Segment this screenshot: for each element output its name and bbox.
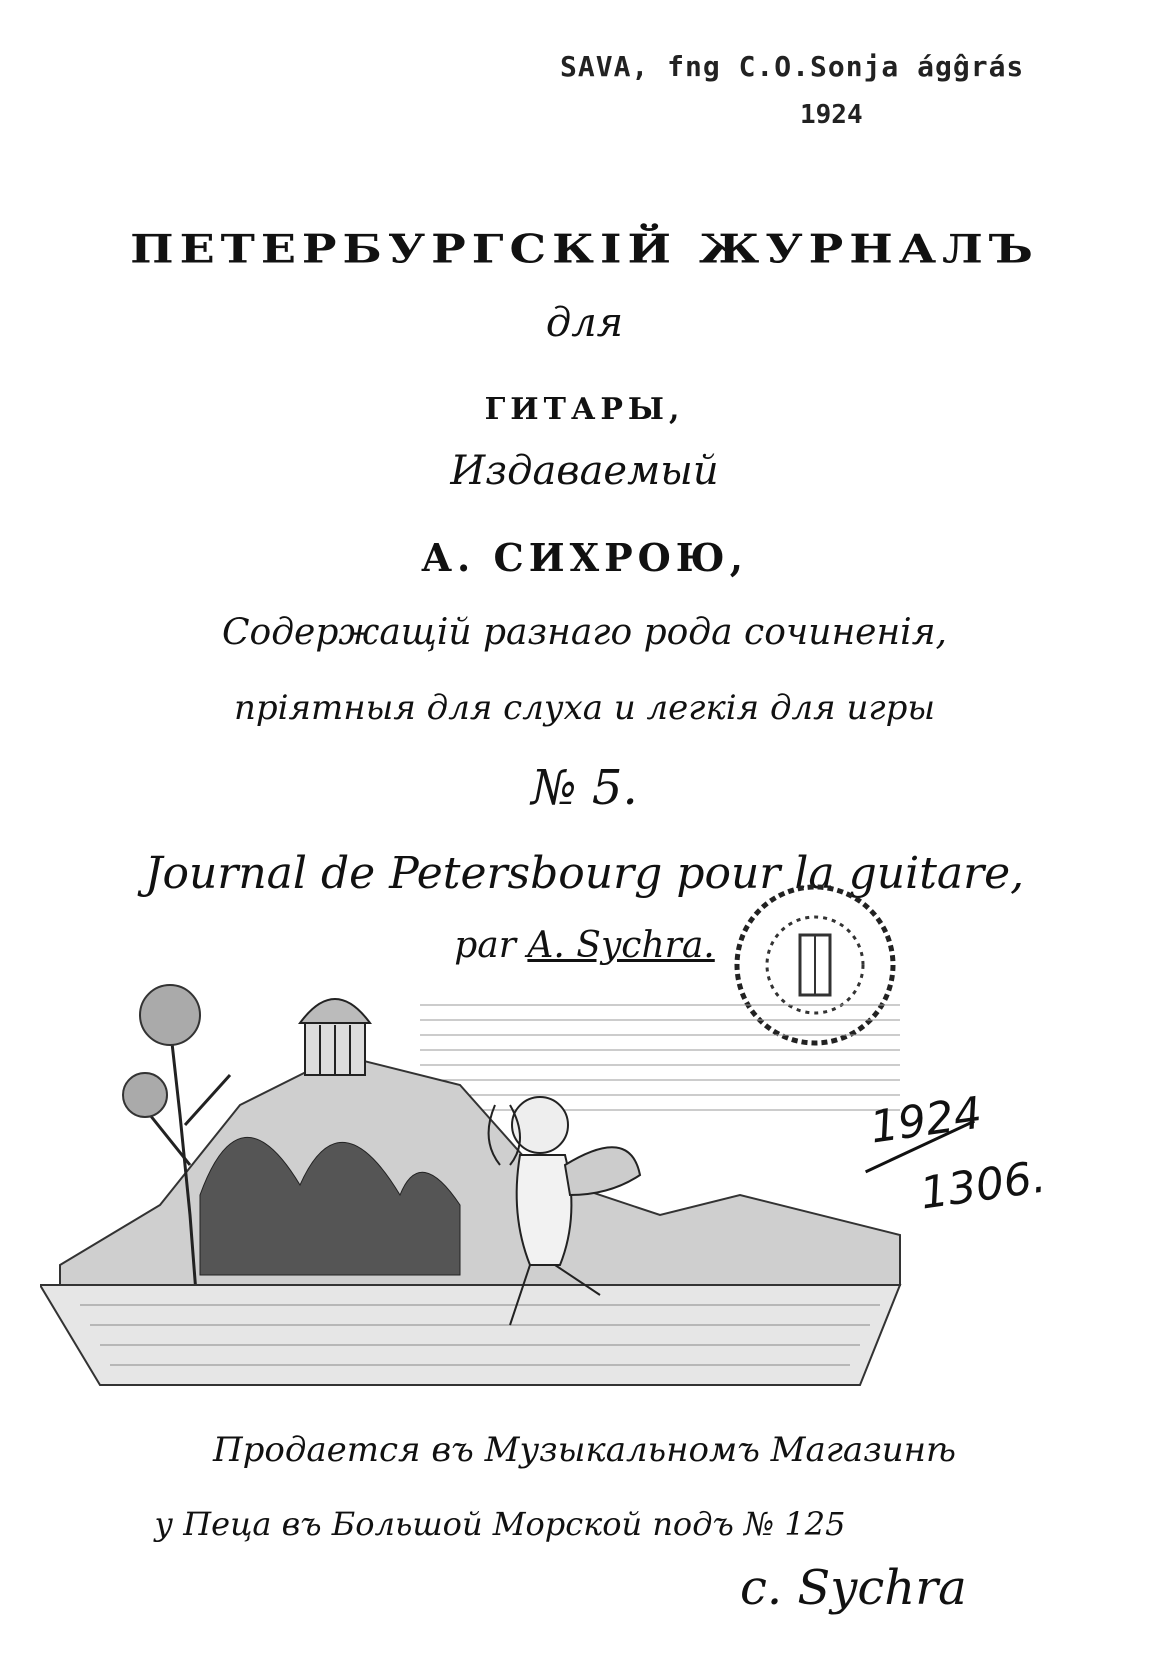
title-author: А. СИХРОЮ, xyxy=(421,535,748,580)
archive-stamp-year: 1924 xyxy=(800,100,863,130)
engraving-ground xyxy=(40,1285,900,1385)
contents-line2: пріятныя для слуха и легкія для игры xyxy=(233,688,936,728)
sold-at-line2: у Пеца въ Большой Морской подъ № 125 xyxy=(154,1505,846,1543)
title-published-by: Издаваемый xyxy=(450,448,719,494)
french-title: Journal de Petersbourg pour la guitare, xyxy=(144,848,1025,899)
title-instrument: ГИТАРЫ, xyxy=(484,392,685,427)
french-par: par xyxy=(454,925,516,966)
french-byline xyxy=(0,925,1169,966)
sold-at-line1: Продается въ Музыкальномъ Магазинѣ xyxy=(212,1430,957,1470)
page-title: ПЕТЕРБУРГСКІЙ ЖУРНАЛЪ xyxy=(130,226,1039,272)
archive-stamp-line1: SAVA, fng C.O.Sonja ágĝrás xyxy=(560,50,1025,83)
signature: c. Sychra xyxy=(740,1560,967,1616)
handwritten-number-1306: 1306. xyxy=(917,1151,1049,1220)
engraving-illustration xyxy=(40,965,920,1405)
handwritten-number-1924: 1924 xyxy=(866,1087,985,1154)
french-author: A. Sychra. xyxy=(527,925,715,966)
issue-number: № 5. xyxy=(531,760,638,816)
contents-line1: Содержащій разнаго рода сочиненія, xyxy=(222,612,947,653)
engraving-sky-hatching xyxy=(420,1005,900,1110)
title-dlya: для xyxy=(545,300,624,346)
engraving-temple xyxy=(300,999,370,1075)
